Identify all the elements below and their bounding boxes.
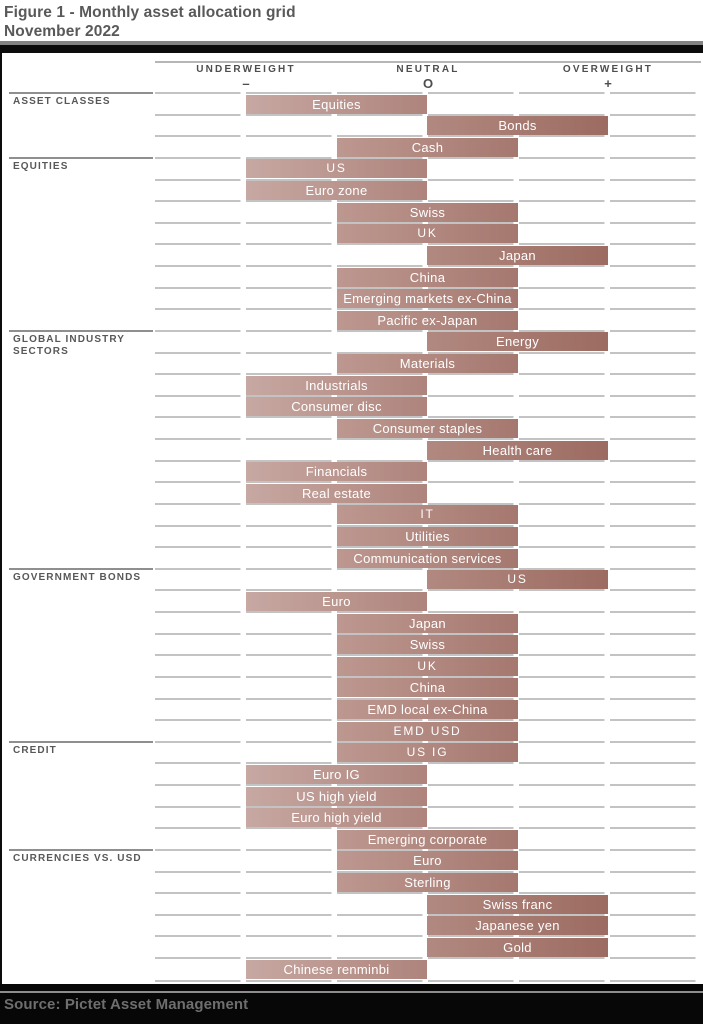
- grid-row: [155, 742, 701, 764]
- allocation-bar-underweight: Equities: [246, 95, 427, 114]
- grid-row: [155, 417, 701, 439]
- grid-row: [155, 353, 701, 375]
- grid-row: [155, 526, 701, 548]
- grid-row: [155, 180, 701, 202]
- grid-row: [155, 331, 701, 353]
- allocation-bar-neutral: Swiss: [337, 635, 518, 654]
- grid-row: [155, 244, 701, 266]
- grid-row: [155, 936, 701, 958]
- title-rule-black: [0, 45, 703, 53]
- grid-row: [155, 634, 701, 656]
- column-header-overweight: [517, 64, 699, 91]
- row-track-line: [155, 460, 701, 462]
- section-separator-line: [9, 849, 153, 851]
- grid-row: [155, 136, 701, 158]
- footer-line: [0, 991, 703, 993]
- neutral-symbol: O: [422, 76, 434, 91]
- row-track-line: [155, 179, 701, 181]
- grid-row: [155, 872, 701, 894]
- section-separator-line: [9, 330, 153, 332]
- grid-row: [155, 655, 701, 677]
- grid-row: [155, 158, 701, 180]
- grid-row: [155, 461, 701, 483]
- section-label: GOVERNMENT BONDS: [13, 571, 142, 583]
- row-track-line: [155, 957, 701, 959]
- section-separator-line: [9, 157, 153, 159]
- grid-bottom-line: [155, 980, 701, 982]
- grid-row: [155, 288, 701, 310]
- allocation-bar-underweight: Euro: [246, 592, 427, 611]
- section-label: ASSET CLASSES: [13, 96, 111, 107]
- grid-row: [155, 720, 701, 742]
- grid-row: [155, 850, 701, 872]
- grid-row: [155, 958, 701, 980]
- allocation-bar-neutral: Cash: [337, 138, 518, 157]
- figure-left-border: [0, 53, 2, 984]
- allocation-bar-overweight: Health care: [427, 441, 608, 460]
- grid-row: [155, 93, 701, 115]
- grid-row: [155, 763, 701, 785]
- allocation-bar-neutral: Japan: [337, 614, 518, 633]
- row-track-line: [155, 481, 701, 483]
- row-track-line: [155, 762, 701, 764]
- allocation-bar-overweight: Japanese yen: [427, 916, 608, 935]
- figure-title-block: [4, 3, 296, 41]
- section-label: CURRENCIES VS. USD: [13, 853, 142, 865]
- grid-row: [155, 893, 701, 915]
- allocation-bar-overweight: Bonds: [427, 116, 608, 135]
- row-track-line: [155, 784, 701, 786]
- grid-row: [155, 569, 701, 591]
- grid-row: [155, 115, 701, 137]
- allocation-bar-underweight: Chinese renminbi: [246, 960, 427, 979]
- neutral-label: NEUTRAL: [396, 64, 460, 75]
- section-label: GLOBAL INDUSTRY SECTORS: [13, 333, 125, 358]
- allocation-bar-neutral: IT: [337, 505, 518, 524]
- section-separator-line: [9, 568, 153, 570]
- allocation-bar-neutral: EMD USD: [337, 722, 518, 741]
- allocation-bar-neutral: China: [337, 268, 518, 287]
- section-separator-line: [9, 92, 153, 94]
- row-track-line: [155, 589, 701, 591]
- grid-row: [155, 677, 701, 699]
- allocation-bar-overweight: Swiss franc: [427, 895, 608, 914]
- allocation-bar-neutral: UK: [337, 657, 518, 676]
- allocation-bar-neutral: China: [337, 678, 518, 697]
- allocation-bar-neutral: US IG: [337, 743, 518, 762]
- allocation-bar-underweight: US: [246, 159, 427, 178]
- allocation-bar-underweight: Real estate: [246, 484, 427, 503]
- allocation-bar-neutral: Sterling: [337, 873, 518, 892]
- grid-row: [155, 547, 701, 569]
- allocation-bar-underweight: Euro zone: [246, 181, 427, 200]
- grid-row: [155, 504, 701, 526]
- grid-row: [155, 915, 701, 937]
- allocation-bar-underweight: Financials: [246, 462, 427, 481]
- grid-row: [155, 374, 701, 396]
- row-track-line: [155, 806, 701, 808]
- section-separator-line: [9, 741, 153, 743]
- underweight-label: UNDERWEIGHT: [196, 64, 296, 75]
- grid-row: [155, 266, 701, 288]
- allocation-bar-underweight: Euro IG: [246, 765, 427, 784]
- grid-row: [155, 482, 701, 504]
- row-track-line: [155, 92, 701, 94]
- allocation-bar-neutral: Materials: [337, 354, 518, 373]
- allocation-bar-underweight: Consumer disc: [246, 397, 427, 416]
- grid-rows: [155, 93, 701, 980]
- section-label: CREDIT: [13, 744, 57, 756]
- grid-row: [155, 785, 701, 807]
- row-track-line: [155, 373, 701, 375]
- allocation-bar-neutral: EMD local ex-China: [337, 700, 518, 719]
- allocation-bar-neutral: Swiss: [337, 203, 518, 222]
- allocation-bar-neutral: Pacific ex-Japan: [337, 311, 518, 330]
- allocation-bar-underweight: Euro high yield: [246, 808, 427, 827]
- grid-row: [155, 699, 701, 721]
- plus-symbol: +: [604, 76, 612, 91]
- source-text: Source: Pictet Asset Management: [4, 996, 249, 1013]
- allocation-bar-neutral: Emerging markets ex-China: [337, 289, 518, 308]
- row-track-line: [155, 157, 701, 159]
- allocation-bar-neutral: Euro: [337, 851, 518, 870]
- allocation-bar-neutral: Emerging corporate: [337, 830, 518, 849]
- allocation-bar-neutral: Communication services: [337, 549, 518, 568]
- allocation-bar-overweight: US: [427, 570, 608, 589]
- allocation-bar-overweight: Gold: [427, 938, 608, 957]
- overweight-label: OVERWEIGHT: [562, 64, 654, 75]
- footer-bar: [0, 984, 703, 1024]
- grid-row: [155, 590, 701, 612]
- grid-row: [155, 223, 701, 245]
- allocation-bar-neutral: Consumer staples: [337, 419, 518, 438]
- column-header-underweight: [155, 64, 337, 91]
- grid-row: [155, 396, 701, 418]
- allocation-bar-underweight: Industrials: [246, 376, 427, 395]
- grid-row: [155, 309, 701, 331]
- minus-symbol: –: [242, 76, 250, 91]
- grid-row: [155, 439, 701, 461]
- allocation-bar-overweight: Japan: [427, 246, 608, 265]
- header-top-line: [155, 61, 701, 63]
- figure-title: Figure 1 - Monthly asset allocation grid: [4, 4, 296, 21]
- grid-row: [155, 828, 701, 850]
- grid-row: [155, 807, 701, 829]
- allocation-bar-overweight: Energy: [427, 332, 608, 351]
- row-track-line: [155, 395, 701, 397]
- grid-row: [155, 612, 701, 634]
- section-label: EQUITIES: [13, 160, 69, 172]
- figure-date: November 2022: [4, 23, 120, 40]
- grid-row: [155, 201, 701, 223]
- allocation-bar-neutral: UK: [337, 224, 518, 243]
- allocation-bar-neutral: Utilities: [337, 527, 518, 546]
- allocation-bar-underweight: US high yield: [246, 787, 427, 806]
- column-header-neutral: [337, 64, 519, 91]
